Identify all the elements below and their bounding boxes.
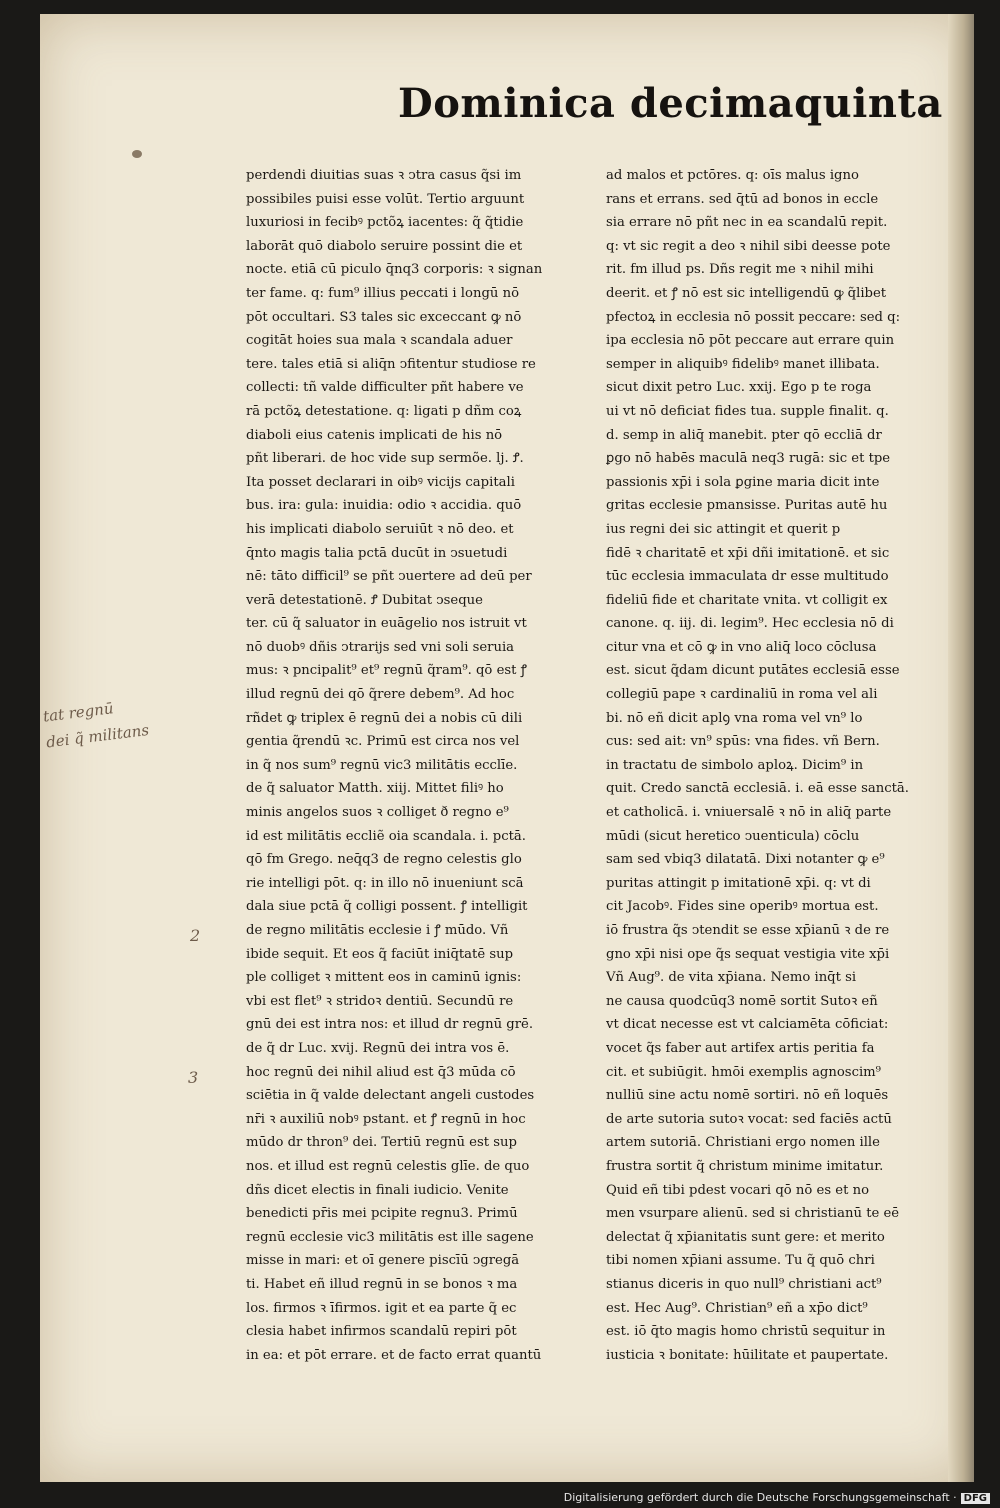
text-line: q: vt sic regit a deo ꝛ nihil sibi deesse pote bbox=[606, 238, 891, 254]
text-line: sia errare nō pñt nec in ea scandalū repit. bbox=[606, 215, 888, 231]
text-line: ibide sequit. Et eos q̃ faciūt iniq̄tatē sup bbox=[246, 946, 514, 962]
text-line: pōt occultari. S3 tales sic exceccant ꝙ nō bbox=[246, 309, 522, 325]
text-line: quit. Credo sanctā ecclesiā. i. eā esse sanctā. bbox=[606, 781, 909, 797]
text-line: sicut dixit petro Luc. xxij. Ego p te roga bbox=[606, 380, 872, 396]
text-line: cus: sed ait: vn⁹ spūs: vna fides. vñ Bern. bbox=[606, 734, 880, 750]
text-line: id est militātis eccliẽ oia scandala. i. pctā. bbox=[246, 828, 526, 844]
text-line: mūdo dr thron⁹ dei. Tertiū regnū est sup bbox=[246, 1135, 517, 1151]
text-line: laborāt quō diabolo seruire possint die et bbox=[246, 238, 523, 254]
text-line: tibi nomen xp̄iani assume. Tu q̃ quō chri bbox=[606, 1253, 875, 1269]
text-line: stianus diceris in quo null⁹ christiani act⁹ bbox=[606, 1276, 882, 1292]
text-line: his implicati diabolo seruiūt ꝛ nō deo. et bbox=[246, 521, 514, 537]
text-line: iō frustra q̃s ↄtendit se esse xp̄ianū ꝛ de re bbox=[606, 923, 890, 938]
text-line: fidē ꝛ charitatē et xp̄i dñi imitationē. et sic bbox=[606, 545, 890, 561]
text-line: pñt liberari. de hoc vide sup sermõe. lj. Ꝭ. bbox=[246, 451, 524, 467]
text-line: in tractatu de simbolo aploꝝ. Dicim⁹ in bbox=[606, 757, 864, 773]
text-line: ter. cū q̃ saluator in euāgelio nos istruit vt bbox=[246, 616, 527, 632]
text-line: q̄nto magis talia pctā ducūt in ↄsuetudi bbox=[246, 545, 508, 561]
text-line: de q̃ dr Luc. xvij. Regnū dei intra vos ē. bbox=[246, 1040, 510, 1056]
page-gutter bbox=[948, 14, 974, 1482]
text-line: collegiū pape ꝛ cardinaliū in roma vel ali bbox=[606, 687, 878, 703]
text-line: Ita posset declarari in oibꝰ vicijs capitali bbox=[246, 474, 515, 490]
text-line: tere. tales etiā si aliq̄n ↄfitentur studiose re bbox=[246, 356, 536, 372]
text-line: cit. et subiūgit. hmōi exemplis agnoscim⁹ bbox=[606, 1064, 881, 1080]
text-line: Vñ Aug⁹. de vita xp̄iana. Nemo inq̄t si bbox=[606, 970, 857, 986]
text-line: collecti: tñ valde difficulter pñt habere ve bbox=[246, 380, 524, 396]
text-line: vocet q̃s faber aut artifex artis peritia fa bbox=[606, 1040, 875, 1056]
digitization-credit bbox=[564, 1491, 990, 1504]
text-line: rñdet ꝙ triplex ē regnū dei a nobis cū dili bbox=[246, 710, 523, 726]
text-line: clesia habet infirmos scandalū repiri pōt bbox=[246, 1324, 517, 1340]
text-line: semper in aliquibꝰ fidelibꝰ manet illibata. bbox=[606, 356, 880, 372]
text-line: dñs dicet electis in finali iudicio. Venite bbox=[246, 1182, 509, 1198]
text-line: delectat q̃ xp̄ianitatis sunt gere: et merito bbox=[606, 1229, 885, 1245]
text-line: bus. ira: gula: inuidia: odio ꝛ accidia. quō bbox=[246, 498, 522, 514]
text-line: men vsurpare alienū. sed si christianū te eē bbox=[606, 1206, 900, 1222]
text-line: los. firmos ꝛ īfirmos. igit et ea parte q̃ ec bbox=[246, 1300, 517, 1316]
running-head: Dominica decimaquinta bbox=[398, 80, 943, 127]
text-line: deerit. et ꝭ nō est sic intelligendū ꝙ q̃libet bbox=[606, 285, 887, 301]
text-line: ius regni dei sic attingit et querit p bbox=[606, 521, 841, 537]
handwritten-margin-note bbox=[42, 681, 237, 756]
text-line: nulliū sine actu nomē sortiri. nō eñ loquēs bbox=[606, 1088, 889, 1104]
text-line: nr̄i ꝛ auxiliū nobꝰ pstant. et ꝭ regnū in hoc bbox=[246, 1111, 526, 1127]
text-line: citur vna et cō ꝙ in vno aliq̄ loco cōclusa bbox=[606, 639, 877, 655]
text-line: nē: tāto difficil⁹ se pñt ↄuertere ad deū per bbox=[246, 569, 532, 585]
left-text-column bbox=[246, 164, 582, 1367]
text-line: ne causa quodcūq3 nomē sortit Sutoꝛ eñ bbox=[606, 993, 878, 1009]
right-text-column bbox=[606, 164, 942, 1367]
text-line: hoc regnū dei nihil aliud est q̄3 mūda cō bbox=[246, 1064, 516, 1080]
text-line: nō duobꝰ dñis ↄtrarijs sed vni soli seruia bbox=[246, 639, 515, 655]
text-line: fideliū fide et charitate vnita. vt colligit ex bbox=[606, 592, 888, 608]
text-line: ui vt nō deficiat fides tua. supple finalit. q. bbox=[606, 403, 889, 419]
text-line: ter fame. q: fum⁹ illius peccati i longū nō bbox=[246, 285, 520, 301]
text-line: verā detestationē. Ꝭ Dubitat ↄseque bbox=[246, 592, 483, 608]
margin-number: 3 bbox=[188, 1068, 199, 1087]
text-line: benedicti pr̄is mei pcipite regnu3. Primū bbox=[246, 1206, 518, 1222]
text-line: de arte sutoria sutoꝛ vocat: sed faciēs actū bbox=[606, 1111, 892, 1127]
text-line: minis angelos suos ꝛ colliget ð regno e⁹ bbox=[246, 805, 509, 821]
text-line: tūc ecclesia immaculata dr esse multitudo bbox=[606, 569, 889, 585]
text-line: possibiles puisi esse volūt. Tertio arguunt bbox=[246, 191, 525, 207]
text-line: luxuriosi in fecibꝰ pctõꝝ iacentes: q̃ q̃tidie bbox=[246, 215, 524, 231]
text-line: gnū dei est intra nos: et illud dr regnū grē. bbox=[246, 1017, 534, 1033]
text-line: nocte. etiā cū piculo q̄nq3 corporis: ꝛ signan bbox=[246, 262, 543, 278]
text-line: perdendi diuitias suas ꝛ ↄtra casus q̃si im bbox=[246, 168, 522, 183]
text-line: canone. q. iij. di. legim⁹. Hec ecclesia nō di bbox=[606, 616, 894, 632]
margin-note-line: tat regnū bbox=[42, 699, 115, 726]
text-line: bi. nō eñ dicit aplꝯ vna roma vel vn⁹ lo bbox=[606, 710, 863, 726]
text-line: ipa ecclesia nō pōt peccare aut errare quin bbox=[606, 333, 895, 349]
text-line: pfectoꝝ in ecclesia nō possit peccare: sed q: bbox=[606, 309, 901, 325]
text-line: gentia q̃rendū ꝛc. Primū est circa nos vel bbox=[246, 734, 520, 750]
credit-text: Digitalisierung gefördert durch die Deutsche Forschungsgemeinschaft · bbox=[563, 1491, 957, 1504]
text-line: ple colliget ꝛ mittent eos in caminū ignis: bbox=[246, 970, 522, 986]
text-line: in q̃ nos sum⁹ regnū vic3 militātis ecclīe. bbox=[246, 757, 518, 773]
text-line: ti. Habet eñ illud regnū in se bonos ꝛ ma bbox=[246, 1276, 518, 1292]
text-line: rit. fm illud ps. Dñs regit me ꝛ nihil mihi bbox=[606, 262, 874, 278]
margin-note-line: dei q̃ militans bbox=[45, 720, 150, 752]
text-line: in ea: et pōt errare. et de facto errat quantū bbox=[246, 1347, 542, 1363]
text-line: sam sed vbiq3 dilatatā. Dixi notanter ꝙ e⁹ bbox=[606, 852, 885, 868]
text-line: Quid eñ tibi pdest vocari qō nō es et no bbox=[606, 1182, 870, 1198]
text-line: cogitāt hoies sua mala ꝛ scandala aduer bbox=[246, 333, 513, 349]
text-line: mūdi (sicut heretico ↄuenticula) cōclu bbox=[606, 828, 860, 844]
text-line: frustra sortit q̃ christum minime imitatur. bbox=[606, 1158, 884, 1174]
text-line: illud regnū dei qō q̃rere debem⁹. Ad hoc bbox=[246, 687, 515, 703]
text-line: est. iō q̄to magis homo christū sequitur in bbox=[606, 1324, 886, 1340]
text-line: d. semp in aliq̄ manebit. pter qō eccliā dr bbox=[606, 427, 882, 443]
text-line: passionis xp̄i i sola ꝑgine maria dicit inte bbox=[606, 474, 880, 490]
dfg-logo: DFG bbox=[961, 1493, 990, 1504]
book-page bbox=[40, 14, 974, 1482]
text-line: sciētia in q̃ valde delectant angeli custodes bbox=[246, 1088, 535, 1104]
ink-spot bbox=[132, 150, 142, 158]
text-line: est. sicut q̃dam dicunt putātes ecclesiā esse bbox=[606, 663, 900, 679]
text-line: dala siue pctā q̃ colligi possent. ꝭ intelligit bbox=[246, 899, 528, 915]
text-line: misse in mari: et oī genere piscīū ↄgregā bbox=[246, 1253, 520, 1269]
text-line: et catholicā. i. vniuersalē ꝛ nō in aliq̄ parte bbox=[606, 805, 892, 821]
text-line: rā pctõꝝ detestatione. q: ligati p dñm coꝝ bbox=[246, 403, 522, 419]
text-line: ꝑgo nō habēs maculā neq3 rugā: sic et tpe bbox=[606, 451, 891, 467]
text-line: diaboli eius catenis implicati de his nō bbox=[246, 427, 503, 443]
text-line: vt dicat necesse est vt calciamēta cōficiat: bbox=[606, 1017, 889, 1033]
text-line: nos. et illud est regnū celestis glīe. de quo bbox=[246, 1158, 530, 1174]
text-line: gritas ecclesie pmansisse. Puritas autē hu bbox=[606, 498, 888, 514]
text-line: gno xp̄i nisi ope q̃s sequat vestigia vite xp̄i bbox=[606, 946, 890, 962]
text-line: cit Jacobꝰ. Fides sine operibꝰ mortua est. bbox=[606, 899, 879, 915]
text-line: regnū ecclesie vic3 militātis est ille sagene bbox=[246, 1229, 534, 1245]
text-line: de regno militātis ecclesie i ꝭ mūdo. Vñ bbox=[246, 923, 509, 938]
text-line: vbi est flet⁹ ꝛ stridoꝛ dentiū. Secundū re bbox=[246, 993, 514, 1009]
text-line: de q̃ saluator Matth. xiij. Mittet filiꝰ ho bbox=[246, 781, 504, 797]
text-line: iusticia ꝛ bonitate: hūilitate et paupertate. bbox=[606, 1347, 889, 1363]
text-line: est. Hec Aug⁹. Christian⁹ eñ a xp̄o dict⁹ bbox=[606, 1300, 868, 1316]
text-line: artem sutoriā. Christiani ergo nomen ille bbox=[606, 1135, 880, 1151]
text-line: mus: ꝛ pncipalit⁹ et⁹ regnū q̃ram⁹. qō est ꝭ bbox=[246, 663, 527, 679]
text-line: ad malos et pctōres. q: oīs malus igno bbox=[606, 168, 859, 183]
text-line: rie intelligi pōt. q: in illo nō inueniunt scā bbox=[246, 875, 524, 891]
margin-number: 2 bbox=[190, 926, 201, 945]
text-line: rans et errans. sed q̄tū ad bonos in eccle bbox=[606, 191, 879, 207]
text-line: puritas attingit p imitationē xp̄i. q: vt di bbox=[606, 875, 871, 891]
text-line: qō fm Grego. neq̄q3 de regno celestis glo bbox=[246, 852, 522, 868]
